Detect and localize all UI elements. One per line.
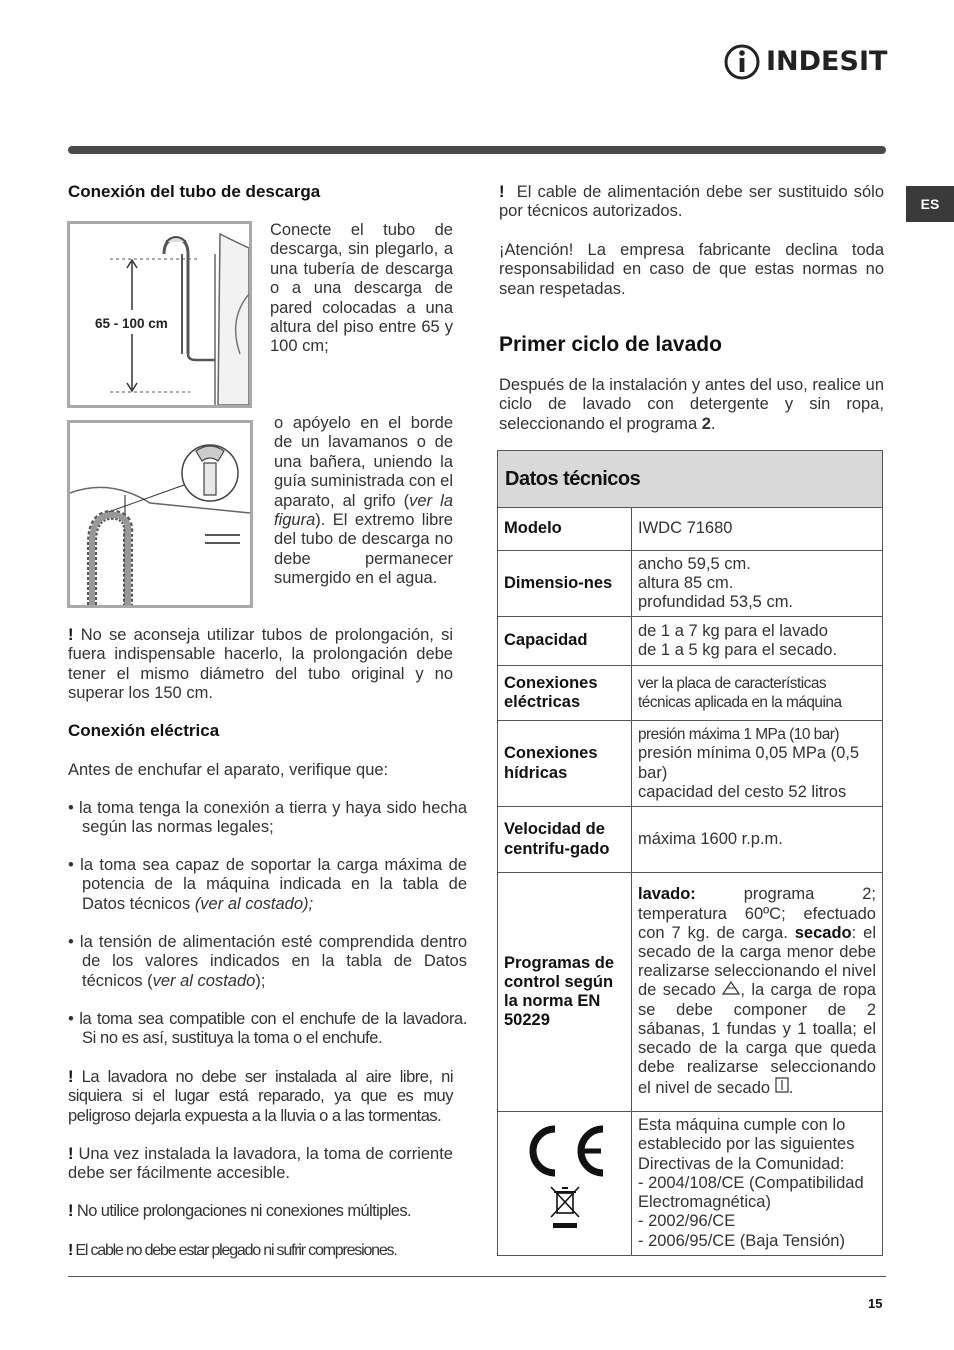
manufacturer-disclaimer: ¡Atención! La empresa fabricante declina toda responsabilidad en caso de que estas normas no sean respetadas. bbox=[499, 241, 884, 298]
warning-outdoor: ! La lavadora no debe ser instalada al aire libre, ni siquiera si el lugar está reparado, ya que es muy peligroso dejarla expuesta a la lluvia o a las tormentas. bbox=[68, 1068, 453, 1125]
tech-data-table bbox=[497, 450, 883, 1256]
brand-name: INDESIT bbox=[766, 46, 888, 77]
tech-data-title: Datos técnicos bbox=[505, 467, 641, 490]
warning-cable-replace: ! El cable de alimentación debe ser sustituido sólo por técnicos autorizados. bbox=[499, 183, 885, 221]
language-tab: ES bbox=[906, 186, 954, 222]
height-range-label: 65 - 100 cm bbox=[95, 316, 168, 331]
drain-text-1: Conecte el tubo de descarga, sin plegarlo, a una tubería de descarga o a una descarga de pared colocadas a una altura del piso entre 65 y 100 cm; bbox=[270, 221, 453, 356]
table-row bbox=[498, 1112, 883, 1256]
label-programs: Programas de control según la norma EN 50229 bbox=[498, 873, 632, 1112]
warning-extension-tubes: ! No se aconseja utilizar tubos de prolongación, si fuera indispensable hacerlo, la prolongación debe tener el mismo diámetro del tubo original y no superar los 150 cm. bbox=[68, 626, 453, 703]
bullet-plug: • la toma sea compatible con el enchufe de la lavadora. Si no es así, sustituya la toma o el enchufe. bbox=[68, 1010, 467, 1048]
indesit-logo bbox=[722, 40, 892, 84]
ce-weee-marks bbox=[498, 1112, 632, 1256]
label-spin: Velocidad de centrifu-gado bbox=[498, 807, 632, 873]
warning-mark: ! bbox=[68, 626, 74, 644]
table-row bbox=[498, 551, 883, 617]
top-divider-bar bbox=[68, 146, 886, 154]
label-dimensions: Dimensio-nes bbox=[498, 551, 632, 617]
label-model: Modelo bbox=[498, 508, 632, 551]
table-row bbox=[498, 617, 883, 666]
electrical-heading: Conexión eléctrica bbox=[68, 721, 220, 740]
warning-socket-access: ! Una vez instalada la lavadora, la toma de corriente debe ser fácilmente accesible. bbox=[68, 1145, 453, 1183]
tech-data-grid bbox=[497, 507, 883, 1256]
drain-height-illustration bbox=[70, 224, 249, 405]
dry-level-cupboard-icon bbox=[775, 1077, 789, 1093]
table-row bbox=[498, 721, 883, 807]
value-model: IWDC 71680 bbox=[632, 508, 883, 551]
first-cycle-text: Después de la instalación y antes del uso, realice un ciclo de lavado con detergente y sin ropa, seleccionando el programa 2. bbox=[499, 376, 884, 433]
page-number: 15 bbox=[868, 1296, 883, 1311]
value-spin: máxima 1600 r.p.m. bbox=[632, 807, 883, 873]
label-capacity: Capacidad bbox=[498, 617, 632, 666]
table-row bbox=[498, 873, 883, 1112]
table-row bbox=[498, 807, 883, 873]
drain-text-2: o apóyelo en el borde de un lavamanos o de una bañera, uniendo la guía suministrada con el aparato, al grifo (ver la figura). El extremo libre del tubo de descarga no debe permanecer sumergido en el agua. bbox=[274, 414, 453, 588]
bullet-earth: • la toma tenga la conexión a tierra y haya sido hecha según las normas legales; bbox=[68, 799, 467, 837]
value-directives: Esta máquina cumple con lo establecido por las siguientes Directivas de la Comunidad: - 2004/108/CE (Compatibilidad Electromagnética) - 2002/96/CE - 2006/95/CE (Baja Tensión) bbox=[632, 1112, 883, 1256]
sink-hook-figure bbox=[67, 420, 253, 608]
bottom-divider bbox=[68, 1276, 886, 1277]
dry-level-wardrobe-icon bbox=[722, 981, 740, 995]
value-dimensions: ancho 59,5 cm. altura 85 cm. profundidad 53,5 cm. bbox=[632, 551, 883, 617]
value-electrical: ver la placa de características técnicas aplicada en la máquina bbox=[632, 666, 883, 721]
warning-multiple-connections: ! No utilice prolongaciones ni conexiones múltiples. bbox=[68, 1202, 412, 1220]
label-water: Conexiones hídricas bbox=[498, 721, 632, 807]
indesit-logo-icon bbox=[722, 40, 762, 84]
warning-cable-bend: ! El cable no debe estar plegado ni sufrir compresiones. bbox=[68, 1242, 397, 1259]
value-capacity: de 1 a 7 kg para el lavado de 1 a 5 kg para el secado. bbox=[632, 617, 883, 666]
value-water: presión máxima 1 MPa (10 bar) presión mínima 0,05 MPa (0,5 bar) capacidad del cesto 52 litros bbox=[632, 721, 883, 807]
tech-data-title-bar bbox=[497, 450, 883, 507]
value-programs: lavado: programa 2; temperatura 60ºC; efectuado con 7 kg. de carga. secado: el secado de la carga menor debe realizarse seleccionando el nivel de secado , la carga de ropa se debe componer de 2 sábanas, 1 fundas y 1 toalla; el secado de la carga que queda debe realizarse seleccionando el nivel de secado . bbox=[632, 873, 883, 1112]
electrical-intro: Antes de enchufar el aparato, verifique que: bbox=[68, 761, 389, 779]
drain-height-figure bbox=[67, 221, 252, 408]
weee-bin-icon bbox=[551, 1187, 579, 1228]
label-electrical: Conexiones eléctricas bbox=[498, 666, 632, 721]
bullet-voltage: • la tensión de alimentación esté comprendida dentro de los valores indicados en la tabla de Datos técnicos (ver al costado); bbox=[68, 933, 467, 990]
drain-heading: Conexión del tubo de descarga bbox=[68, 182, 321, 201]
ce-mark-icon bbox=[515, 1121, 615, 1241]
sink-hook-illustration bbox=[70, 423, 250, 605]
table-row bbox=[498, 508, 883, 551]
first-cycle-heading: Primer ciclo de lavado bbox=[499, 333, 722, 356]
bullet-load: • la toma sea capaz de soportar la carga máxima de potencia de la máquina indicada en la tabla de Datos técnicos (ver al costado); bbox=[68, 856, 467, 913]
table-row bbox=[498, 666, 883, 721]
